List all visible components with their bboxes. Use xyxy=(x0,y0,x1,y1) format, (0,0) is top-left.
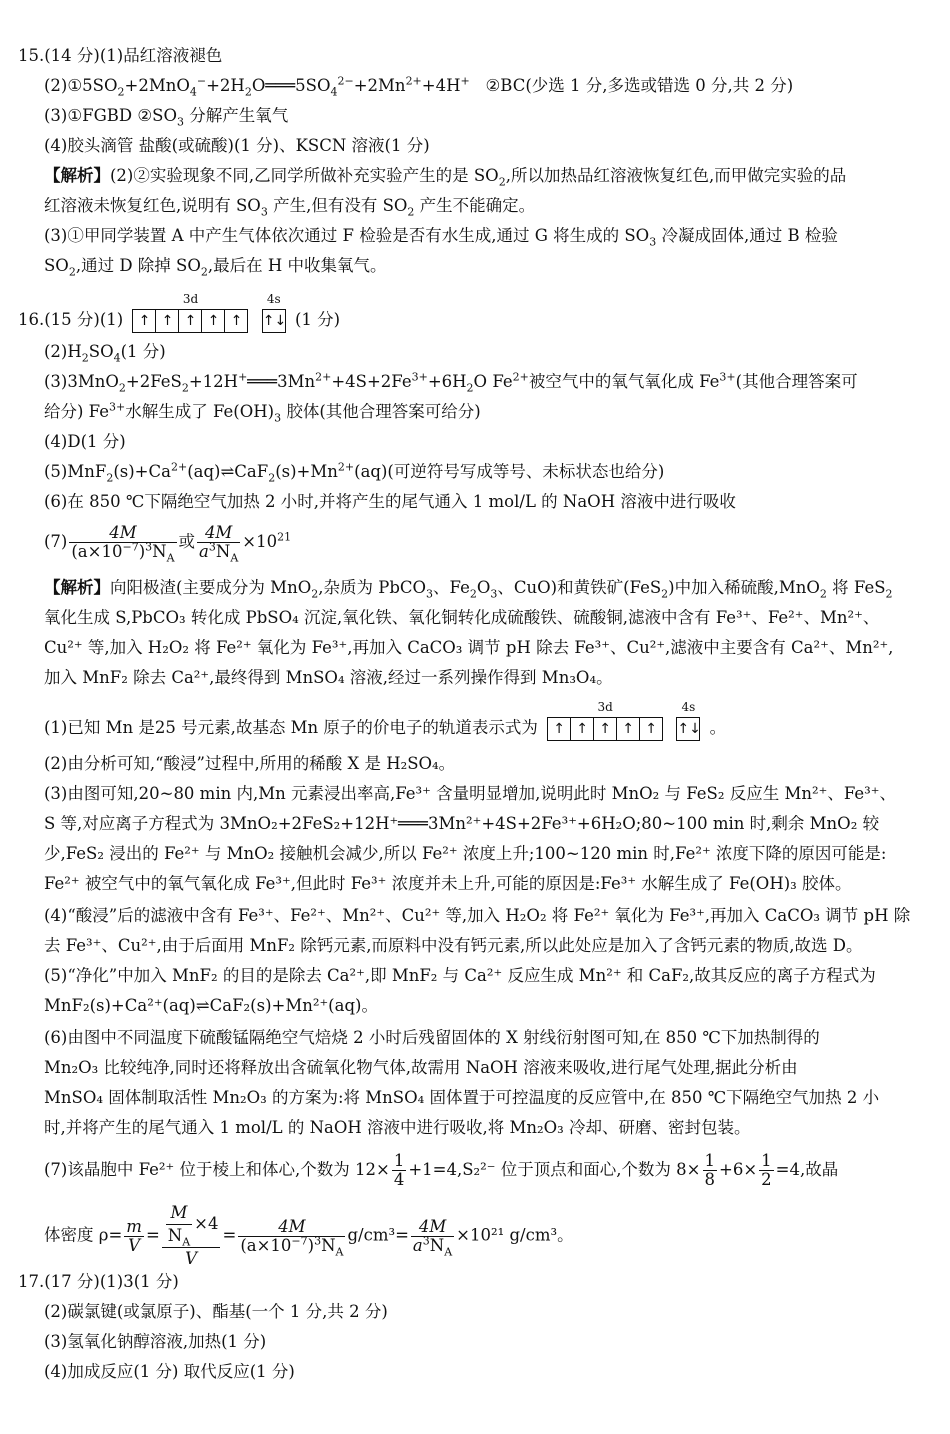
orbital-box: ↑ xyxy=(179,310,202,332)
q17-answer-3: (3)氢氧化钠醇溶液,加热(1 分) xyxy=(44,1332,267,1351)
orbital-4s: 4s ↑↓ xyxy=(262,309,286,333)
q15-analysis-3: (3)①甲同学装置 A 中产生气体依次通过 F 检验是否有水生成,通过 G 将生成的 $SO_3$ 冷凝成固体,通过 B 检验 xyxy=(44,226,838,249)
q16-explain-3d: Fe²⁺ 被空气中的氧气氧化成 Fe³⁺,但此时 Fe³⁺ 浓度并未上升,可能的原因是:Fe³⁺ 水解生成了 Fe(OH)₃ 胶体。 xyxy=(44,874,852,893)
q16-analysis-p3: Cu²⁺ 等,加入 H₂O₂ 将 Fe²⁺ 氧化为 Fe³⁺,再加入 CaCO₃ 调节 pH 除去 Fe³⁺、Cu²⁺,滤液中主要含有 Ca²⁺、Mn²⁺, xyxy=(44,638,894,657)
orbital-box: ↑ xyxy=(133,310,156,332)
q15-answer-3: (3)①FGBD $②SO_3$ 分解产生氧气 xyxy=(44,106,289,129)
q16-answer-7: (7) $\frac{4M}{(a\times 10^{-7})^3N_A}$ 或 $\frac{4M}{a^3N_A}$ $\times 10^{21}$ xyxy=(44,523,292,565)
q16-analysis-p4: 加入 MnF₂ 除去 Ca²⁺,最终得到 MnSO₄ 溶液,经过一系列操作得到 Mn₃O₄。 xyxy=(44,668,613,687)
q16-explain-7b: 体密度 ρ= $\frac{m}{V}$ = $\frac{M}{N_A}$ ×4 V = $\frac{4M}{(a\times 10^{-7})^3N_A}$ g/cm³= $\frac{4M}{a^3N_A}$ ×10²¹ g/cm³。 xyxy=(44,1203,574,1268)
orbital-box: ↑ xyxy=(202,310,225,332)
orbital-3d: 3d ↑ ↑ ↑ ↑ ↑ xyxy=(547,717,663,741)
q16-explain-3a: (3)由图可知,20~80 min 内,Mn 元素浸出率高,Fe³⁺ 含量明显增加,说明此时 MnO₂ 与 FeS₂ 反应生 Mn²⁺、Fe³⁺、 xyxy=(44,784,896,803)
q16-explain-5a: (5)“净化”中加入 MnF₂ 的目的是除去 Ca²⁺,即 MnF₂ 与 Ca²⁺ 反应生成 Mn²⁺ 和 CaF₂,故其反应的离子方程式为 xyxy=(44,966,876,985)
q17-answer-4: (4)加成反应(1 分) 取代反应(1 分) xyxy=(44,1362,295,1381)
q16-explain-4b: 去 Fe³⁺、Cu²⁺,由于后面用 MnF₂ 除钙元素,而原料中没有钙元素,所以此处应是加入了含钙元素的物质,故选 D。 xyxy=(44,936,863,955)
orbital-box: ↑ xyxy=(156,310,179,332)
q15-answer-4: (4)胶头滴管 盐酸(或硫酸)(1 分)、KSCN 溶液(1 分) xyxy=(44,136,430,155)
orbital-4s: 4s ↑↓ xyxy=(676,717,700,741)
q16-explain-3c: 少,FeS₂ 浸出的 Fe²⁺ 与 MnO₂ 接触机会减少,所以 Fe²⁺ 浓度上升;100~120 min 时,Fe²⁺ 浓度下降的原因可能是: xyxy=(44,844,887,863)
q16-answer-5: $(5)MnF_2(s)+Ca^{2+}(aq)\rightleftharpoons CaF_2(s)+Mn^{2+}(aq)$(可逆符号写成等号、未标状态也给分) xyxy=(44,460,665,485)
q17-answer-2: (2)碳氯键(或氯原子)、酯基(一个 1 分,共 2 分) xyxy=(44,1302,388,1321)
q16-explain-1: (1)已知 Mn 是25 号元素,故基态 Mn 原子的价电子的轨道表示式为 3d ↑ ↑ ↑ ↑ ↑ 4s ↑↓ 。 xyxy=(44,716,932,741)
q16-answer-1: 16.(15 分)(1) 3d ↑ ↑ ↑ ↑ ↑ 4s ↑↓ (1 分) xyxy=(18,308,932,333)
orbital-box: ↑ xyxy=(230,312,243,329)
q15-analysis-2: 红溶液未恢复红色,说明有 $SO_3$ 产生,但有没有 $SO_2$ 产生不能确定。 xyxy=(44,196,536,219)
q16-answer-4: (4)D(1 分) xyxy=(44,432,126,451)
q16-explain-2: (2)由分析可知,“酸浸”过程中,所用的稀酸 X 是 H₂SO₄。 xyxy=(44,754,456,773)
q16-analysis-p2: 氧化生成 S,PbCO₃ 转化成 PbSO₄ 沉淀,氧化铁、氧化铜转化成硫酸铁、硫酸铜,滤液中含有 Fe³⁺、Fe²⁺、Mn²⁺、 xyxy=(44,608,880,627)
q16-explain-3b: S 等,对应离子方程式为 3MnO₂+2FeS₂+12H⁺═══3Mn²⁺+4S+2Fe³⁺+6H₂O;80~100 min 时,剩余 MnO₂ 较 xyxy=(44,814,880,833)
orbital-box: ↑ xyxy=(645,720,657,737)
orbital-box: ↑ xyxy=(617,718,640,740)
q16-explain-6c: MnSO₄ 固体制取活性 Mn₂O₃ 的方案为:将 MnSO₄ 固体置于可控温度的反应管中,在 850 ℃下隔绝空气加热 2 小 xyxy=(44,1088,880,1107)
q16-answer-3: $(3)3MnO_2+2FeS_2+12H^+═══3Mn^{2+}+4S+2Fe^{3+}+6H_2O$ $Fe^{2+}$被空气中的氧气氧化成 $Fe^{3+}$(其他合理答案可 xyxy=(44,370,858,395)
orbital-box: ↑↓ xyxy=(677,720,701,737)
q16-answer-2: $(2)H_2SO_4(1$ 分) xyxy=(44,342,166,365)
q16-explain-6b: Mn₂O₃ 比较纯净,同时还将释放出含硫氧化物气体,故需用 NaOH 溶液来吸收,进行尾气处理,据此分析由 xyxy=(44,1058,798,1077)
orbital-3d: 3d ↑ ↑ ↑ ↑ ↑ xyxy=(132,309,248,333)
q16-answer-3-cont: 给分) $Fe^{3+}$水解生成了 $Fe(OH)_3$ 胶体(其他合理答案可给分) xyxy=(44,400,481,425)
orbital-box: ↑ xyxy=(571,718,594,740)
q15-analysis-1: 【解析】(2)②实验现象不同,乙同学所做补充实验产生的是 $SO_2$,所以加热品红溶液恢复红色,而甲做完实验的品 xyxy=(44,166,847,189)
q15-analysis-4: $SO_2$,通过 D 除掉 $SO_2$,最后在 H 中收集氧气。 xyxy=(44,256,387,279)
orbital-box: ↑ xyxy=(548,718,571,740)
orbital-box: ↑↓ xyxy=(262,312,287,329)
orbital-box: ↑ xyxy=(594,718,617,740)
q16-answer-6: (6)在 850 ℃下隔绝空气加热 2 小时,并将产生的尾气通入 1 mol/L 的 NaOH 溶液中进行吸收 xyxy=(44,492,736,511)
q17-header: 17.(17 分)(1)3(1 分) xyxy=(18,1272,179,1291)
q16-explain-4a: (4)“酸浸”后的滤液中含有 Fe³⁺、Fe²⁺、Mn²⁺、Cu²⁺ 等,加入 H₂O₂ 将 Fe²⁺ 氧化为 Fe³⁺,再加入 CaCO₃ 调节 pH 除 xyxy=(44,906,911,925)
q15-answer-2: $(2)①5SO_2+2MnO_4^-+2H_2O═══5SO_4^{2-}+2Mn^{2+}+4H^+$ ②BC(少选 1 分,多选或错选 0 分,共 2 分) xyxy=(44,74,794,99)
q16-explain-7a: (7)该晶胞中 Fe²⁺ 位于棱上和体心,个数为 12× $\frac{1}{4}$ +1=4,S₂²⁻ 位于顶点和面心,个数为 8× $\frac{1}{8}$ +6× $\frac{1}{2}$ =4,故晶 xyxy=(44,1151,839,1189)
q16-explain-5b: MnF₂(s)+Ca²⁺(aq)⇌CaF₂(s)+Mn²⁺(aq)。 xyxy=(44,996,378,1015)
q16-explain-6d: 时,并将产生的尾气通入 1 mol/L 的 NaOH 溶液中进行吸收,将 Mn₂O₃ 冷却、研磨、密封包装。 xyxy=(44,1118,751,1137)
q15-header: 15.(14 分)(1)品红溶液褪色 xyxy=(18,46,223,65)
q16-analysis-p1: 【解析】向阳极渣(主要成分为 MnO$_2$,杂质为 PbCO$_3$、$Fe_2O_3$、CuO)和黄铁矿(FeS$_2$)中加入稀硫酸,MnO$_2$ 将 FeS$_2$ xyxy=(44,578,893,601)
q16-explain-6a: (6)由图中不同温度下硫酸锰隔绝空气焙烧 2 小时后残留固体的 X 射线衍射图可知,在 850 ℃下加热制得的 xyxy=(44,1028,820,1047)
